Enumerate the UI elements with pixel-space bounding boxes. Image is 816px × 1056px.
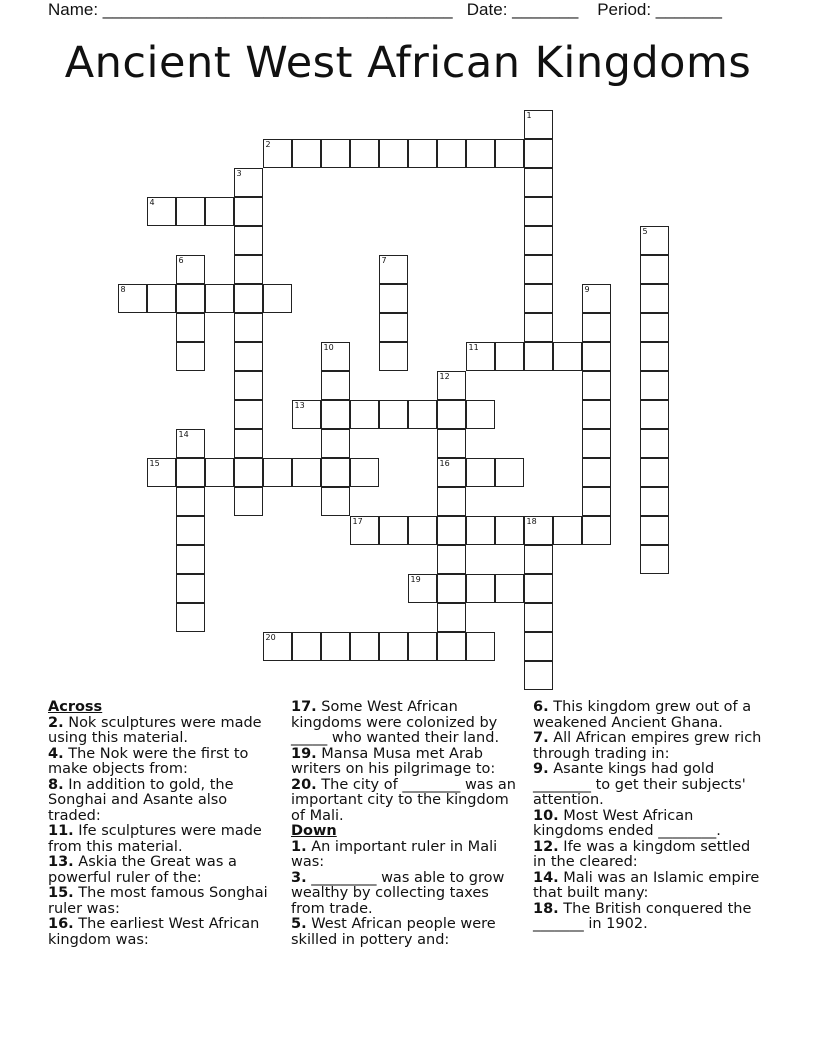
grid-cell[interactable] [292, 458, 321, 487]
clue-item-number: 12. [533, 838, 559, 855]
grid-cell[interactable] [379, 255, 408, 284]
grid-cell[interactable] [524, 284, 553, 313]
grid-cell[interactable] [176, 516, 205, 545]
grid-cell[interactable] [321, 458, 350, 487]
grid-cell[interactable] [263, 139, 292, 168]
clue-item-text: Most West African kingdoms ended ________. [533, 807, 721, 839]
clue-item [48, 886, 273, 917]
clue-number: 16 [439, 459, 450, 468]
grid-cell[interactable] [582, 487, 611, 516]
grid-cell[interactable] [176, 255, 205, 284]
grid-cell[interactable] [379, 400, 408, 429]
clue-number: 8 [120, 285, 126, 294]
grid-cell[interactable] [640, 342, 669, 371]
clue-number: 9 [584, 285, 590, 294]
grid-cell[interactable] [466, 574, 495, 603]
grid-cell[interactable] [234, 168, 263, 197]
grid-cell[interactable] [437, 458, 466, 487]
clue-number: 6 [178, 256, 184, 265]
grid-cell[interactable] [582, 458, 611, 487]
clue-number: 4 [149, 198, 155, 207]
clue-item-text: The earliest West African kingdom was: [48, 916, 260, 948]
grid-cell[interactable] [205, 197, 234, 226]
grid-cell[interactable] [350, 400, 379, 429]
grid-cell[interactable] [321, 429, 350, 458]
grid-cell[interactable] [321, 371, 350, 400]
grid-cell[interactable] [234, 255, 263, 284]
grid-cell[interactable] [437, 603, 466, 632]
grid-cell[interactable] [263, 632, 292, 661]
clue-number: 1 [526, 111, 532, 120]
clue-item-number: 2. [48, 714, 64, 731]
page-title: Ancient West African Kingdoms [64, 38, 752, 88]
clue-column-1 [48, 700, 273, 948]
grid-cell[interactable] [408, 400, 437, 429]
clue-item-text: Ife sculptures were made from this material. [48, 823, 262, 855]
grid-cell[interactable] [582, 516, 611, 545]
grid-cell[interactable] [640, 545, 669, 574]
clue-item-number: 18. [533, 900, 559, 917]
grid-cell[interactable] [205, 284, 234, 313]
clue-item-text: All African empires grew rich through trading in: [533, 730, 762, 762]
clue-item [48, 716, 273, 747]
clue-item [48, 824, 273, 855]
grid-cell[interactable] [234, 342, 263, 371]
grid-cell[interactable] [466, 400, 495, 429]
grid-cell[interactable] [408, 574, 437, 603]
grid-cell[interactable] [524, 603, 553, 632]
grid-cell[interactable] [437, 574, 466, 603]
grid-cell[interactable] [321, 342, 350, 371]
grid-cell[interactable] [640, 487, 669, 516]
grid-cell[interactable] [176, 197, 205, 226]
clue-item-number: 13. [48, 854, 74, 870]
grid-cell[interactable] [640, 313, 669, 342]
grid-cell[interactable] [408, 516, 437, 545]
grid-cell[interactable] [640, 255, 669, 284]
clue-item [533, 871, 763, 902]
grid-cell[interactable] [234, 429, 263, 458]
clue-item [48, 917, 273, 948]
grid-cell[interactable] [553, 516, 582, 545]
grid-cell[interactable] [408, 632, 437, 661]
grid-cell[interactable] [495, 139, 524, 168]
grid-cell[interactable] [437, 400, 466, 429]
clue-number: 18 [526, 517, 537, 526]
grid-cell[interactable] [582, 284, 611, 313]
clue-item [291, 778, 521, 825]
grid-cell[interactable] [292, 400, 321, 429]
clue-item-number: 11. [48, 823, 74, 839]
grid-cell[interactable] [640, 429, 669, 458]
grid-cell[interactable] [437, 139, 466, 168]
clue-item [291, 700, 521, 747]
grid-cell[interactable] [118, 284, 147, 313]
grid-cell[interactable] [582, 313, 611, 342]
clue-item [291, 917, 521, 948]
clue-item [533, 902, 763, 933]
grid-cell[interactable] [582, 429, 611, 458]
grid-cell[interactable] [466, 139, 495, 168]
grid-cell[interactable] [524, 545, 553, 574]
clue-item [48, 778, 273, 825]
grid-cell[interactable] [524, 197, 553, 226]
clue-item-number: 8. [48, 776, 64, 793]
clue-number: 11 [468, 343, 479, 352]
clue-item-number: 6. [533, 699, 549, 715]
grid-cell[interactable] [582, 371, 611, 400]
clue-item-number: 1. [291, 838, 307, 855]
clue-item-text: In addition to gold, the Songhai and Asante also traded: [48, 776, 234, 824]
clue-number: 17 [352, 517, 363, 526]
grid-cell[interactable] [350, 516, 379, 545]
grid-cell[interactable] [466, 516, 495, 545]
clue-item [533, 762, 763, 809]
grid-cell[interactable] [437, 516, 466, 545]
grid-cell[interactable] [379, 313, 408, 342]
clue-item-text: Nok sculptures were made using this material. [48, 714, 262, 746]
across-heading: Across [48, 699, 103, 715]
clue-number: 5 [642, 227, 648, 236]
clue-item [533, 731, 763, 762]
grid-cell[interactable] [292, 139, 321, 168]
clue-number: 2 [265, 140, 271, 149]
grid-cell[interactable] [147, 458, 176, 487]
grid-cell[interactable] [524, 168, 553, 197]
grid-cell[interactable] [176, 458, 205, 487]
grid-cell[interactable] [495, 574, 524, 603]
clue-number: 14 [178, 430, 189, 439]
grid-cell[interactable] [437, 487, 466, 516]
grid-cell[interactable] [176, 487, 205, 516]
grid-cell[interactable] [466, 458, 495, 487]
clue-item-number: 7. [533, 730, 549, 746]
grid-cell[interactable] [379, 284, 408, 313]
grid-cell[interactable] [524, 632, 553, 661]
clue-number: 3 [236, 169, 242, 178]
grid-cell[interactable] [524, 110, 553, 139]
grid-cell[interactable] [379, 632, 408, 661]
grid-cell[interactable] [379, 342, 408, 371]
clue-item-text: This kingdom grew out of a weakened Ancient Ghana. [533, 699, 752, 731]
grid-cell[interactable] [437, 545, 466, 574]
grid-cell[interactable] [176, 545, 205, 574]
grid-cell[interactable] [524, 342, 553, 371]
grid-cell[interactable] [495, 342, 524, 371]
grid-cell[interactable] [263, 458, 292, 487]
grid-cell[interactable] [379, 139, 408, 168]
clue-item [48, 855, 273, 886]
grid-cell[interactable] [524, 313, 553, 342]
grid-cell[interactable] [350, 458, 379, 487]
clue-number: 13 [294, 401, 305, 410]
clue-item-text: Some West African kingdoms were colonized by _____ who wanted their land. [291, 699, 500, 746]
grid-cell[interactable] [292, 632, 321, 661]
grid-cell[interactable] [234, 226, 263, 255]
grid-cell[interactable] [466, 632, 495, 661]
clue-number: 10 [323, 343, 334, 352]
clue-item-text: The Nok were the first to make objects from: [48, 745, 249, 777]
clue-number: 15 [149, 459, 160, 468]
clue-item [291, 840, 521, 871]
grid-cell[interactable] [321, 139, 350, 168]
grid-cell[interactable] [234, 400, 263, 429]
grid-cell[interactable] [640, 516, 669, 545]
grid-cell[interactable] [524, 516, 553, 545]
grid-cell[interactable] [234, 284, 263, 313]
grid-cell[interactable] [437, 429, 466, 458]
grid-cell[interactable] [524, 226, 553, 255]
grid-cell[interactable] [176, 284, 205, 313]
grid-cell[interactable] [640, 458, 669, 487]
clue-item-number: 19. [291, 745, 317, 762]
grid-cell[interactable] [582, 342, 611, 371]
grid-cell[interactable] [205, 458, 234, 487]
clue-item [533, 840, 763, 871]
grid-cell[interactable] [582, 400, 611, 429]
grid-cell[interactable] [466, 342, 495, 371]
clue-item-number: 20. [291, 776, 317, 793]
clue-item-text: The British conquered the _______ in 1902. [533, 900, 752, 932]
clue-item-number: 5. [291, 916, 307, 932]
grid-cell[interactable] [234, 313, 263, 342]
clue-item-text: Mansa Musa met Arab writers on his pilgrimage to: [291, 745, 496, 777]
grid-cell[interactable] [234, 487, 263, 516]
grid-cell[interactable] [263, 284, 292, 313]
clue-item [533, 809, 763, 840]
clue-item-text: Ife was a kingdom settled in the cleared: [533, 838, 751, 870]
grid-cell[interactable] [408, 139, 437, 168]
clue-item-text: The city of ________ was an important city to the kingdom of Mali. [291, 776, 516, 824]
clue-item-text: Askia the Great was a powerful ruler of the: [48, 854, 237, 886]
clue-item-text: Mali was an Islamic empire that built many: [533, 869, 760, 901]
clue-item-number: 17. [291, 699, 317, 715]
grid-cell[interactable] [495, 516, 524, 545]
clue-item [533, 700, 763, 731]
grid-cell[interactable] [524, 139, 553, 168]
clue-item-text: The most famous Songhai ruler was: [48, 885, 268, 917]
clue-item-number: 10. [533, 807, 559, 824]
clue-item-text: _________ was able to grow wealthy by collecting taxes from trade. [291, 869, 505, 917]
grid-cell[interactable] [176, 313, 205, 342]
grid-cell[interactable] [495, 458, 524, 487]
clue-number: 20 [265, 633, 276, 642]
grid-cell[interactable] [640, 371, 669, 400]
clue-number: 12 [439, 372, 450, 381]
grid-cell[interactable] [524, 661, 553, 690]
grid-cell[interactable] [350, 139, 379, 168]
grid-cell[interactable] [640, 400, 669, 429]
grid-cell[interactable] [640, 284, 669, 313]
clue-item-number: 3. [291, 869, 307, 886]
grid-cell[interactable] [524, 255, 553, 284]
grid-cell[interactable] [234, 371, 263, 400]
clue-item-number: 4. [48, 745, 64, 762]
clue-column-2 [291, 700, 521, 948]
clue-item [291, 747, 521, 778]
clue-item-text: West African people were skilled in pottery and: [291, 916, 496, 948]
grid-cell[interactable] [350, 632, 379, 661]
header-fields: Name: _____________________________________ Date: _______ Period: _______ [48, 0, 722, 19]
grid-cell[interactable] [379, 516, 408, 545]
clue-item-text: An important ruler in Mali was: [291, 838, 498, 870]
clue-number: 7 [381, 256, 387, 265]
grid-cell[interactable] [176, 342, 205, 371]
grid-cell[interactable] [640, 226, 669, 255]
clue-item-number: 9. [533, 761, 549, 777]
grid-cell[interactable] [176, 603, 205, 632]
grid-cell[interactable] [234, 458, 263, 487]
clue-item-number: 14. [533, 869, 559, 886]
clue-item-number: 16. [48, 916, 74, 932]
clue-item [48, 747, 273, 778]
grid-cell[interactable] [147, 197, 176, 226]
clue-item-text: Asante kings had gold ________ to get their subjects' attention. [533, 761, 746, 808]
clue-number: 19 [410, 575, 421, 584]
grid-cell[interactable] [437, 371, 466, 400]
grid-cell[interactable] [176, 429, 205, 458]
clue-item [291, 871, 521, 918]
grid-cell[interactable] [234, 197, 263, 226]
down-heading: Down [291, 823, 337, 839]
grid-cell[interactable] [437, 632, 466, 661]
grid-cell[interactable] [321, 487, 350, 516]
grid-cell[interactable] [524, 574, 553, 603]
grid-cell[interactable] [321, 400, 350, 429]
grid-cell[interactable] [176, 574, 205, 603]
clue-item-number: 15. [48, 885, 74, 901]
grid-cell[interactable] [147, 284, 176, 313]
grid-cell[interactable] [553, 342, 582, 371]
grid-cell[interactable] [321, 632, 350, 661]
clue-column-3 [533, 700, 763, 933]
